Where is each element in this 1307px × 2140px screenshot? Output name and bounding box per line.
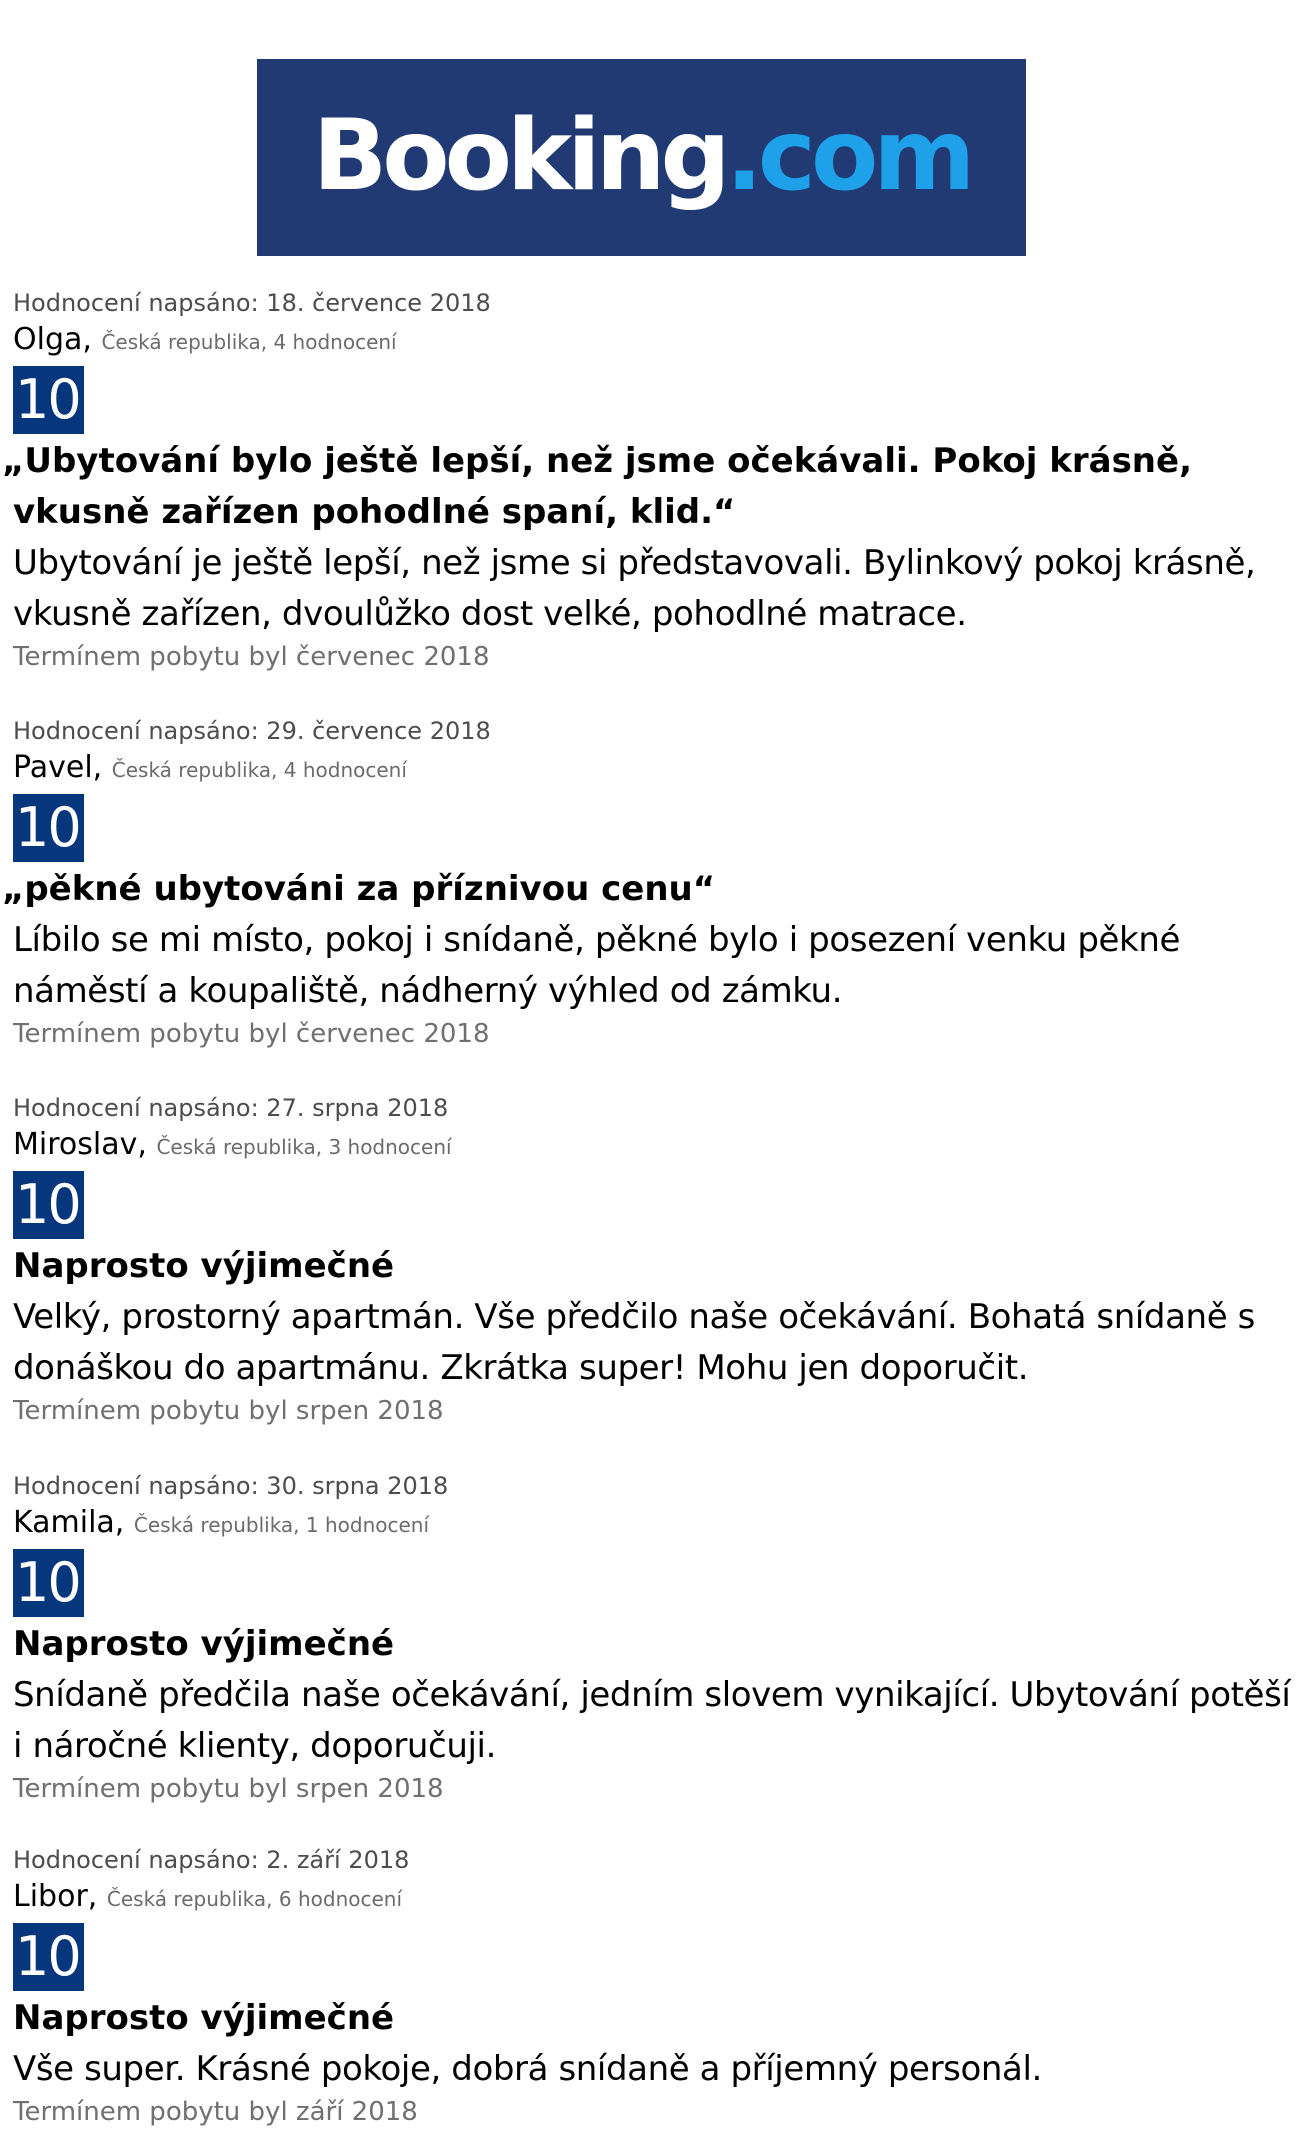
reviewer-meta: Česká republika, 1 hodnocení — [133, 1513, 430, 1537]
reviewer — [13, 1125, 1298, 1167]
reviewer-name: Kamila, — [13, 1505, 125, 1540]
reviewer-name: Miroslav, — [13, 1127, 147, 1162]
stay-date: Termínem pobytu byl srpen 2018 — [13, 1774, 444, 1804]
score-badge: 10 — [13, 1923, 84, 1991]
booking-logo — [257, 59, 1026, 256]
stay-date: Termínem pobytu byl červenec 2018 — [13, 1019, 490, 1049]
review-text: Vše super. Krásné pokoje, dobrá snídaně a příjemný personál. — [13, 2049, 1042, 2089]
review-title: „Ubytování bylo ještě lepší, než jsme očekávali. Pokoj krásně, vkusně zařízen pohodlné spaní, klid.“ — [2, 441, 1192, 532]
score-badge: 10 — [13, 1549, 84, 1617]
score-badge: 10 — [13, 366, 84, 434]
stay-date: Termínem pobytu byl srpen 2018 — [13, 1396, 444, 1426]
reviewer-meta: Česká republika, 3 hodnocení — [156, 1135, 452, 1159]
review-text: Snídaně předčila naše očekávání, jedním slovem vynikající. Ubytování potěší i náročné klienty, doporučuji. — [13, 1675, 1291, 1766]
stay-date: Termínem pobytu byl září 2018 — [13, 2097, 418, 2127]
reviewer — [13, 748, 1298, 790]
stay-date: Termínem pobytu byl červenec 2018 — [13, 642, 490, 672]
review-date: Hodnocení napsáno: 27. srpna 2018 — [13, 1094, 449, 1122]
review-date: Hodnocení napsáno: 30. srpna 2018 — [13, 1472, 449, 1500]
review-item — [13, 1093, 1298, 1428]
reviewer — [13, 1877, 1298, 1919]
review-item — [13, 1845, 1298, 2129]
score-badge: 10 — [13, 1171, 84, 1239]
reviewer-name: Olga, — [13, 322, 92, 357]
review-text: Líbilo se mi místo, pokoj i snídaně, pěkné bylo i posezení venku pěkné náměstí a koupaliště, nádherný výhled od zámku. — [13, 920, 1180, 1011]
review-title: Naprosto výjimečné — [13, 1998, 395, 2038]
review-item — [2, 716, 1298, 1051]
review-title: Naprosto výjimečné — [13, 1624, 395, 1664]
reviewer — [13, 320, 1298, 362]
review-date: Hodnocení napsáno: 2. září 2018 — [13, 1846, 410, 1874]
reviewer-meta: Česká republika, 4 hodnocení — [101, 330, 397, 354]
review-text: Velký, prostorný apartmán. Vše předčilo naše očekávání. Bohatá snídaně s donáškou do apartmánu. Zkrátka super! Mohu jen doporučit. — [13, 1297, 1255, 1388]
review-title: Naprosto výjimečné — [13, 1246, 395, 1286]
review-item — [2, 288, 1298, 674]
reviewer — [13, 1503, 1298, 1545]
score-badge: 10 — [13, 794, 84, 862]
review-text: Ubytování je ještě lepší, než jsme si představovali. Bylinkový pokoj krásně, vkusně zařízen, dvoulůžko dost velké, pohodlné matrace. — [13, 543, 1256, 634]
reviewer-name: Libor, — [13, 1879, 98, 1914]
review-item — [13, 1471, 1298, 1806]
reviewer-name: Pavel, — [13, 750, 103, 785]
review-date: Hodnocení napsáno: 29. července 2018 — [13, 717, 491, 745]
booking-logo-wordmark: Booking.com — [312, 98, 971, 213]
review-date: Hodnocení napsáno: 18. července 2018 — [13, 289, 491, 317]
reviewer-meta: Česká republika, 4 hodnocení — [111, 758, 407, 782]
review-title: „pěkné ubytováni za příznivou cenu“ — [2, 869, 716, 909]
reviewer-meta: Česká republika, 6 hodnocení — [106, 1887, 403, 1911]
